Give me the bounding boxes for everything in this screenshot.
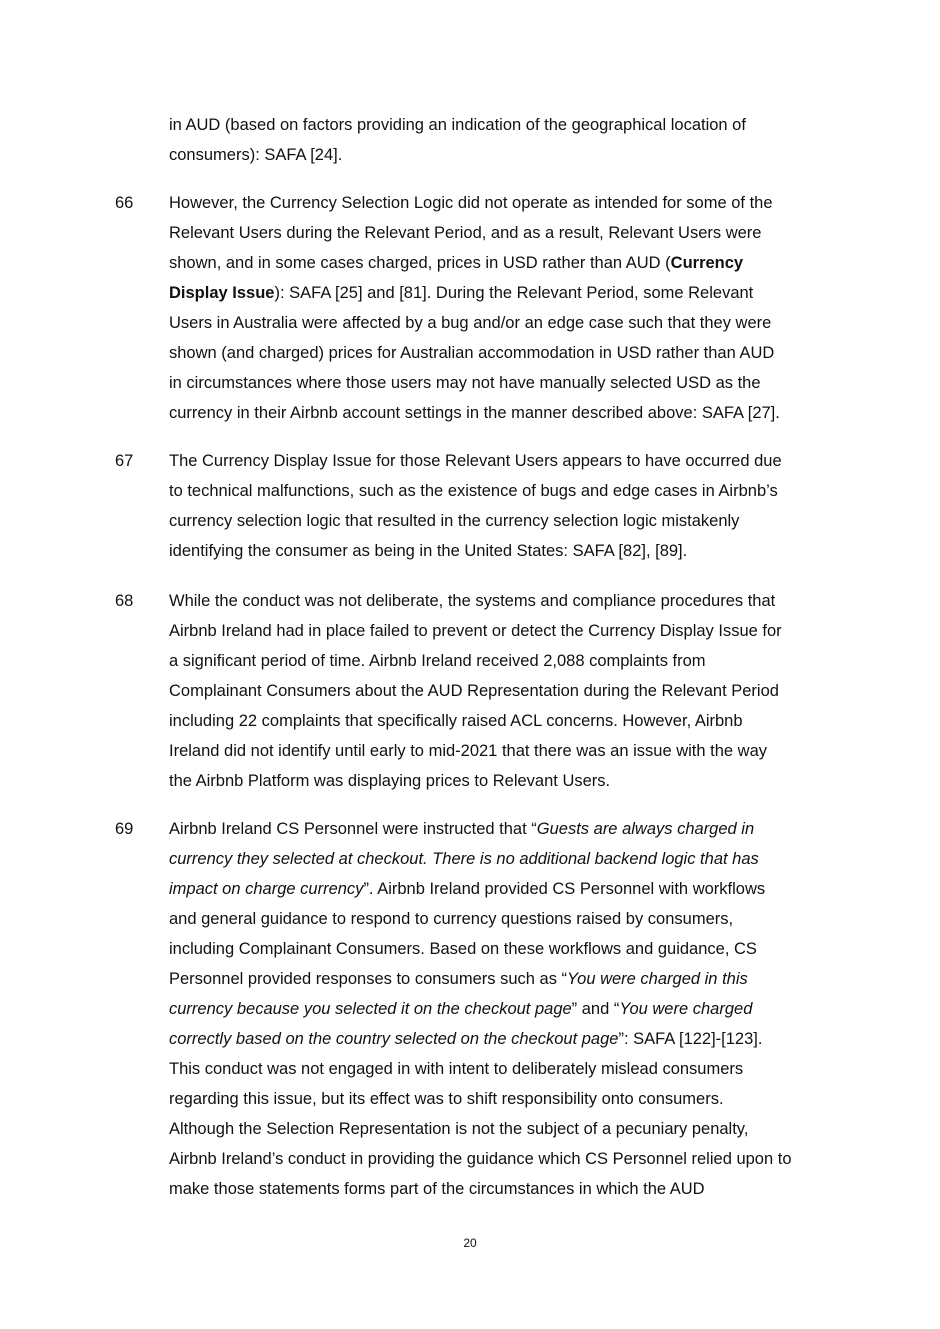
text-line xyxy=(169,646,835,676)
text-line xyxy=(169,278,835,308)
text-line xyxy=(169,506,835,536)
text-line xyxy=(169,476,835,506)
text-run: in AUD (based on factors providing an indication of the geographical location of xyxy=(169,116,746,134)
text-run: regarding this issue, but its effect was to shift responsibility onto consumers. xyxy=(169,1090,724,1108)
text-line xyxy=(169,338,835,368)
text-line xyxy=(169,616,835,646)
text-line xyxy=(169,676,835,706)
text-line xyxy=(169,536,835,566)
paragraph-number: 66 xyxy=(115,194,134,212)
italic-text: correctly based on the country selected on the checkout page xyxy=(169,1030,619,1048)
text-run: currency in their Airbnb account settings in the manner described above: SAFA [27]. xyxy=(169,404,780,422)
text-line xyxy=(169,964,835,994)
text-line xyxy=(169,1054,835,1084)
text-run: ”: SAFA [122]-[123]. xyxy=(618,1030,763,1048)
paragraph-body xyxy=(169,188,835,428)
text-run: in circumstances where those users may not have manually selected USD as the xyxy=(169,374,761,392)
text-run: ” and “ xyxy=(571,1000,620,1018)
paragraph-number: 67 xyxy=(115,452,134,470)
text-run: a significant period of time. Airbnb Ireland received 2,088 complaints from xyxy=(169,652,706,670)
text-run: Airbnb Ireland’s conduct in providing the guidance which CS Personnel relied upon to xyxy=(169,1150,792,1168)
paragraph-body xyxy=(169,446,835,566)
text-line xyxy=(169,188,835,218)
italic-text: You were charged xyxy=(619,1000,753,1018)
text-line xyxy=(169,814,835,844)
text-run: Users in Australia were affected by a bug and/or an edge case such that they were xyxy=(169,314,772,332)
text-run: Although the Selection Representation is not the subject of a pecuniary penalty, xyxy=(169,1120,749,1138)
text-run: ”. Airbnb Ireland provided CS Personnel with workflows xyxy=(363,880,766,898)
text-run: to technical malfunctions, such as the existence of bugs and edge cases in Airbnb’s xyxy=(169,482,778,500)
text-line xyxy=(169,736,835,766)
text-run: including Complainant Consumers. Based on these workflows and guidance, CS xyxy=(169,940,757,958)
text-run: This conduct was not engaged in with intent to deliberately mislead consumers xyxy=(169,1060,744,1078)
text-line xyxy=(169,398,835,428)
bold-text: Display Issue xyxy=(169,284,275,302)
text-line xyxy=(169,994,835,1024)
text-run: However, the Currency Selection Logic did not operate as intended for some of the xyxy=(169,194,773,212)
paragraph-number: 69 xyxy=(115,820,134,838)
italic-text: Guests are always charged in xyxy=(536,820,755,838)
text-line xyxy=(169,934,835,964)
text-line xyxy=(169,766,835,796)
text-line xyxy=(169,1144,835,1174)
italic-text: currency they selected at checkout. There is no additional backend logic that has xyxy=(169,850,759,868)
text-run: including 22 complaints that specifically raised ACL concerns. However, Airbnb xyxy=(169,712,743,730)
text-run: Ireland did not identify until early to mid-2021 that there was an issue with the way xyxy=(169,742,767,760)
text-line xyxy=(169,446,835,476)
page-number: 20 xyxy=(463,1236,477,1250)
text-run: ): SAFA [25] and [81]. During the Relevant Period, some Relevant xyxy=(274,284,754,302)
text-line xyxy=(169,1174,835,1204)
italic-text: impact on charge currency xyxy=(169,880,364,898)
italic-text: You were charged in this xyxy=(567,970,748,988)
text-line xyxy=(169,1114,835,1144)
text-run: shown (and charged) prices for Australian accommodation in USD rather than AUD xyxy=(169,344,775,362)
text-line xyxy=(169,874,835,904)
paragraph-body xyxy=(169,110,835,170)
paragraph-number: 68 xyxy=(115,592,134,610)
text-line xyxy=(169,1024,835,1054)
text-run: Airbnb Ireland CS Personnel were instructed that “ xyxy=(169,820,537,838)
text-line xyxy=(169,110,835,140)
text-line xyxy=(169,1084,835,1114)
text-run: consumers): SAFA [24]. xyxy=(169,146,343,164)
text-line xyxy=(169,218,835,248)
text-run: Airbnb Ireland had in place failed to prevent or detect the Currency Display Issue for xyxy=(169,622,782,640)
paragraph-body xyxy=(169,814,835,1204)
text-run: Personnel provided responses to consumers such as “ xyxy=(169,970,568,988)
text-run: While the conduct was not deliberate, the systems and compliance procedures that xyxy=(169,592,776,610)
text-run: make those statements forms part of the circumstances in which the AUD xyxy=(169,1180,705,1198)
text-line xyxy=(169,844,835,874)
text-run: and general guidance to respond to currency questions raised by consumers, xyxy=(169,910,734,928)
text-line xyxy=(169,706,835,736)
text-line xyxy=(169,368,835,398)
italic-text: currency because you selected it on the checkout page xyxy=(169,1000,572,1018)
text-run: identifying the consumer as being in the United States: SAFA [82], [89]. xyxy=(169,542,688,560)
text-line xyxy=(169,248,835,278)
text-run: the Airbnb Platform was displaying prices to Relevant Users. xyxy=(169,772,611,790)
text-run: The Currency Display Issue for those Relevant Users appears to have occurred due xyxy=(169,452,782,470)
text-run: Relevant Users during the Relevant Period, and as a result, Relevant Users were xyxy=(169,224,762,242)
text-line xyxy=(169,586,835,616)
text-line xyxy=(169,308,835,338)
text-run: Complainant Consumers about the AUD Representation during the Relevant Period xyxy=(169,682,779,700)
paragraph-body xyxy=(169,586,835,796)
text-run: currency selection logic that resulted in the currency selection logic mistakenly xyxy=(169,512,740,530)
text-line xyxy=(169,140,835,170)
text-run: shown, and in some cases charged, prices in USD rather than AUD ( xyxy=(169,254,671,272)
text-line xyxy=(169,904,835,934)
bold-text: Currency xyxy=(670,254,744,272)
